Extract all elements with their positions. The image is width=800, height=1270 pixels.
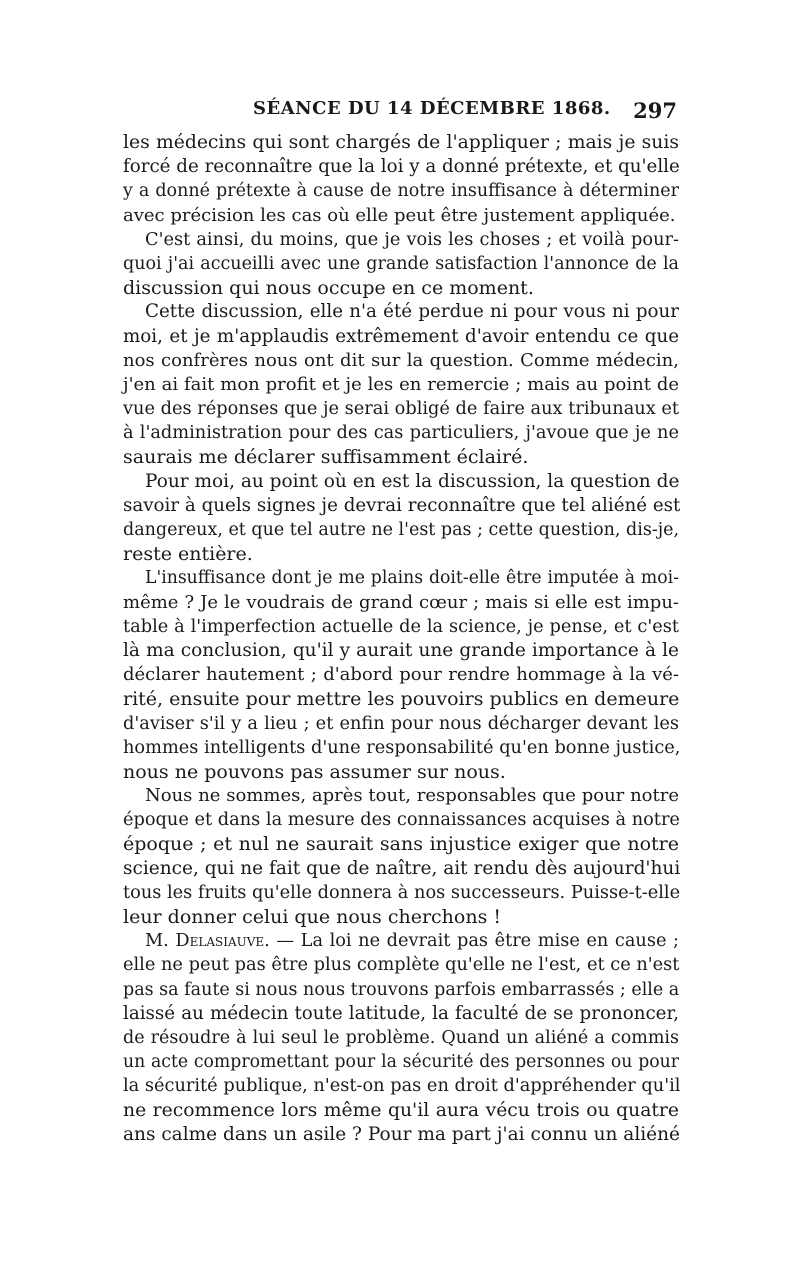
text-line — [123, 300, 679, 324]
line-text: ans calme dans un asile ? Pour ma part j'ai connu un aliéné — [123, 1123, 680, 1145]
line-text: déclarer hautement ; d'abord pour rendre hommage à la vé- — [123, 664, 679, 686]
text-line — [123, 494, 679, 518]
text-line — [123, 470, 679, 494]
line-text: avec précision les cas où elle peut être justement appliquée. — [123, 204, 676, 226]
line-text: — La loi ne devrait pas être mise en cause ; — [269, 931, 679, 952]
line-text: nous ne pouvons pas assumer sur nous. — [123, 760, 506, 783]
text-line — [123, 687, 679, 711]
line-text: rité, ensuite pour mettre les pouvoirs publics en demeure — [123, 688, 680, 711]
text-line — [123, 808, 679, 832]
line-text: Nous ne sommes, après tout, responsables que pour notre — [145, 785, 679, 807]
page-header — [123, 98, 681, 126]
line-text: savoir à quels signes je devrai reconnaître que tel aliéné est — [123, 494, 681, 516]
text-line — [123, 397, 679, 421]
text-line — [123, 1123, 679, 1147]
line-text: saurais me déclarer suffisamment éclairé. — [123, 446, 529, 469]
text-line — [123, 953, 679, 977]
text-line — [123, 639, 679, 663]
text-line — [123, 179, 679, 203]
line-text: époque et dans la mesure des connaissances acquises à notre — [123, 810, 680, 831]
speaker-name: M. Delasiauve. — [145, 931, 270, 952]
page-number: 297 — [633, 98, 677, 123]
line-text: nos confrères nous ont dit sur la question. Comme médecin, — [123, 349, 679, 371]
text-line — [123, 155, 679, 179]
line-text: C'est ainsi, du moins, que je vois les choses ; et voilà pour- — [145, 229, 679, 250]
line-text: j'en ai fait mon profit et je les en remercie ; mais au point de — [123, 373, 679, 395]
text-line — [123, 373, 679, 397]
text-line — [123, 1002, 679, 1026]
text-line — [123, 881, 679, 905]
body-text — [123, 131, 679, 1147]
line-text: de résoudre à lui seul le problème. Quand un aliéné a commis — [123, 1027, 679, 1048]
text-line — [123, 542, 679, 566]
line-text: laissé au médecin toute latitude, la faculté de se prononcer, — [123, 1002, 679, 1024]
running-head: SÉANCE DU 14 DÉCEMBRE 1868. — [253, 98, 611, 119]
text-line — [123, 1026, 679, 1050]
text-line — [123, 131, 679, 155]
text-line — [123, 857, 679, 881]
line-text: même ? Je le voudrais de grand cœur ; mais si elle est impu- — [123, 591, 679, 613]
line-text: science, qui ne fait que de naître, ait rendu dès aujourd'hui — [123, 857, 681, 879]
line-text: quoi j'ai accueilli avec une grande satisfaction l'annonce de la — [123, 253, 679, 274]
line-text: dangereux, et que tel autre ne l'est pas ; cette question, dis-je, — [123, 520, 680, 540]
line-text: pas sa faute si nous nous trouvons parfois embarrassés ; elle a — [123, 979, 680, 1000]
line-text: Cette discussion, elle n'a été perdue ni pour vous ni pour — [145, 301, 679, 323]
line-text: un acte compromettant pour la sécurité des personnes ou pour — [123, 1052, 679, 1073]
line-text: hommes intelligents d'une responsabilité qu'en bonne justice, — [123, 737, 681, 758]
text-line — [123, 421, 679, 445]
text-line — [123, 929, 679, 953]
text-line — [123, 1099, 679, 1123]
line-text: la sécurité publique, n'est-on pas en droit d'appréhender qu'il — [123, 1076, 681, 1097]
line-text: Pour moi, au point où en est la discussion, la question de — [145, 470, 680, 492]
text-line — [123, 784, 679, 808]
line-text: L'insuffisance dont je me plains doit-elle être imputée à moi- — [145, 568, 679, 589]
text-line — [123, 518, 679, 542]
text-line — [123, 1074, 679, 1098]
text-line — [123, 832, 679, 856]
text-line — [123, 1050, 679, 1074]
line-text: reste entière. — [123, 543, 253, 566]
line-text: leur donner celui que nous cherchons ! — [123, 906, 502, 928]
text-line — [123, 591, 679, 615]
text-line — [123, 252, 679, 276]
text-line — [123, 349, 679, 373]
text-line — [123, 445, 679, 469]
line-text: là ma conclusion, qu'il y aurait une grande importance à le — [123, 639, 679, 661]
text-line — [123, 325, 679, 349]
line-text: ne recommence lors même qu'il aura vécu trois ou quatre — [123, 1099, 679, 1121]
text-line — [123, 204, 679, 228]
text-line — [123, 736, 679, 760]
text-line — [123, 228, 679, 252]
text-line — [123, 663, 679, 687]
line-text: les médecins qui sont chargés de l'appliquer ; mais je suis — [123, 132, 679, 153]
line-text: elle ne peut pas être plus complète qu'elle ne l'est, et ce n'est — [123, 955, 680, 976]
line-text: d'aviser s'il y a lieu ; et enfin pour nous décharger devant les — [123, 713, 679, 734]
line-text: discussion qui nous occupe en ce moment. — [123, 277, 534, 300]
line-text: vue des réponses que je serai obligé de faire aux tribunaux et — [123, 399, 680, 420]
line-text: moi, et je m'applaudis extrêmement d'avoir entendu ce que — [123, 325, 679, 347]
line-text: à l'administration pour des cas particuliers, j'avoue que je ne — [123, 423, 679, 444]
text-line — [123, 978, 679, 1002]
text-line — [123, 905, 679, 929]
line-text: forcé de reconnaître que la loi y a donné prétexte, et qu'elle — [123, 156, 680, 178]
text-line — [123, 712, 679, 736]
line-text: y a donné prétexte à cause de notre insuffisance à déterminer — [123, 181, 679, 202]
line-text: tous les fruits qu'elle donnera à nos successeurs. Puisse-t-elle — [123, 882, 681, 903]
line-text: table à l'imperfection actuelle de la science, je pense, et c'est — [123, 616, 679, 637]
text-line — [123, 566, 679, 590]
text-line — [123, 760, 679, 784]
text-line — [123, 615, 679, 639]
line-text: époque ; et nul ne saurait sans injustice exiger que notre — [123, 833, 679, 856]
text-line — [123, 276, 679, 300]
